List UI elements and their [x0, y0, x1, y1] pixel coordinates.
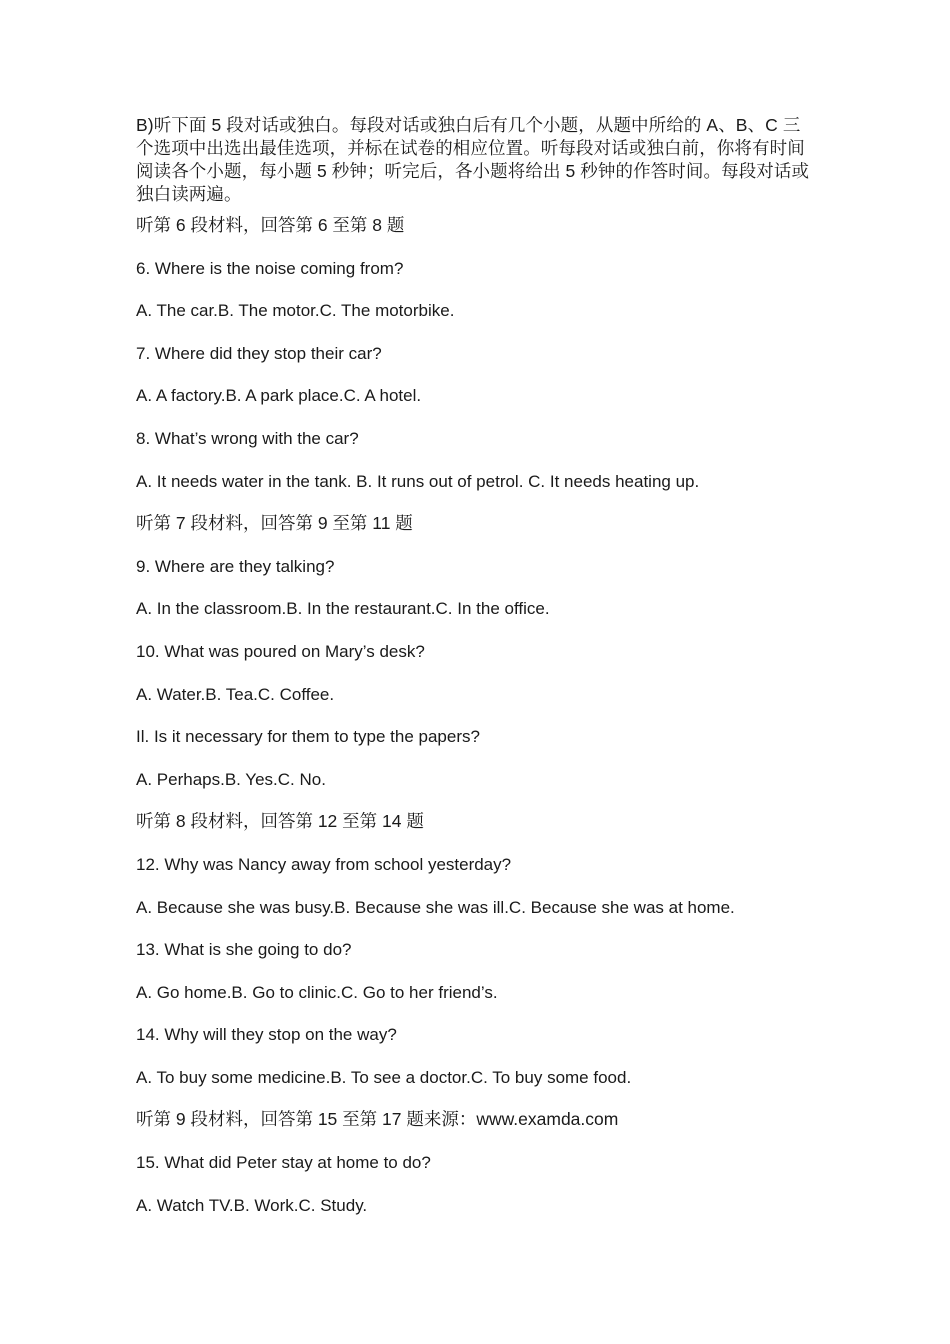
- question-12: 12. Why was Nancy away from school yesterday?: [136, 854, 512, 874]
- section-heading-8: 听第 8 段材料，回答第 12 至第 14 题: [136, 811, 424, 832]
- question-13: 13. What is she going to do?: [136, 940, 352, 960]
- section-heading-9: 听第 9 段材料，回答第 15 至第 17 题来源：www.examda.com: [136, 1109, 619, 1130]
- options-6: A. The car.B. The motor.C. The motorbike.: [136, 301, 455, 321]
- question-8: 8. What’s wrong with the car?: [136, 428, 359, 448]
- options-14: A. To buy some medicine.B. To see a doctor.C. To buy some food.: [136, 1067, 632, 1087]
- section-heading-6: 听第 6 段材料，回答第 6 至第 8 题: [136, 215, 405, 235]
- options-8: A. It needs water in the tank. B. It runs out of petrol. C. It needs heating up.: [136, 471, 700, 491]
- document-body: [136, 114, 816, 1236]
- question-7: 7. Where did they stop their car?: [136, 343, 382, 363]
- options-13: A. Go home.B. Go to clinic.C. Go to her friend’s.: [136, 982, 498, 1002]
- options-10: A. Water.B. Tea.C. Coffee.: [136, 684, 335, 704]
- options-15: A. Watch TV.B. Work.C. Study.: [136, 1195, 368, 1215]
- options-7: A. A factory.B. A park place.C. A hotel.: [136, 386, 422, 406]
- options-12: A. Because she was busy.B. Because she was ill.C. Because she was at home.: [136, 897, 735, 917]
- instructions-paragraph: B)听下面 5 段对话或独白。每段对话或独白后有几个小题，从题中所给的 A、B、C 三个选项中出选出最佳选项，并标在试卷的相应位置。听每段对话或独白前，你将有时间阅读各个小题，每小题 5 秒钟；听完后，各小题将给出 5 秒钟的作答时间。每段对话或独白读两遍。: [136, 115, 810, 204]
- question-11: Il. Is it necessary for them to type the papers?: [136, 727, 480, 747]
- question-15: 15. What did Peter stay at home to do?: [136, 1153, 431, 1173]
- section-heading-7: 听第 7 段材料，回答第 9 至第 11 题: [136, 513, 413, 534]
- options-11: A. Perhaps.B. Yes.C. No.: [136, 769, 326, 789]
- question-10: 10. What was poured on Mary’s desk?: [136, 641, 425, 661]
- question-14: 14. Why will they stop on the way?: [136, 1025, 397, 1045]
- options-9: A. In the classroom.B. In the restaurant.C. In the office.: [136, 599, 550, 619]
- question-6: 6. Where is the noise coming from?: [136, 258, 404, 278]
- question-9: 9. Where are they talking?: [136, 556, 335, 576]
